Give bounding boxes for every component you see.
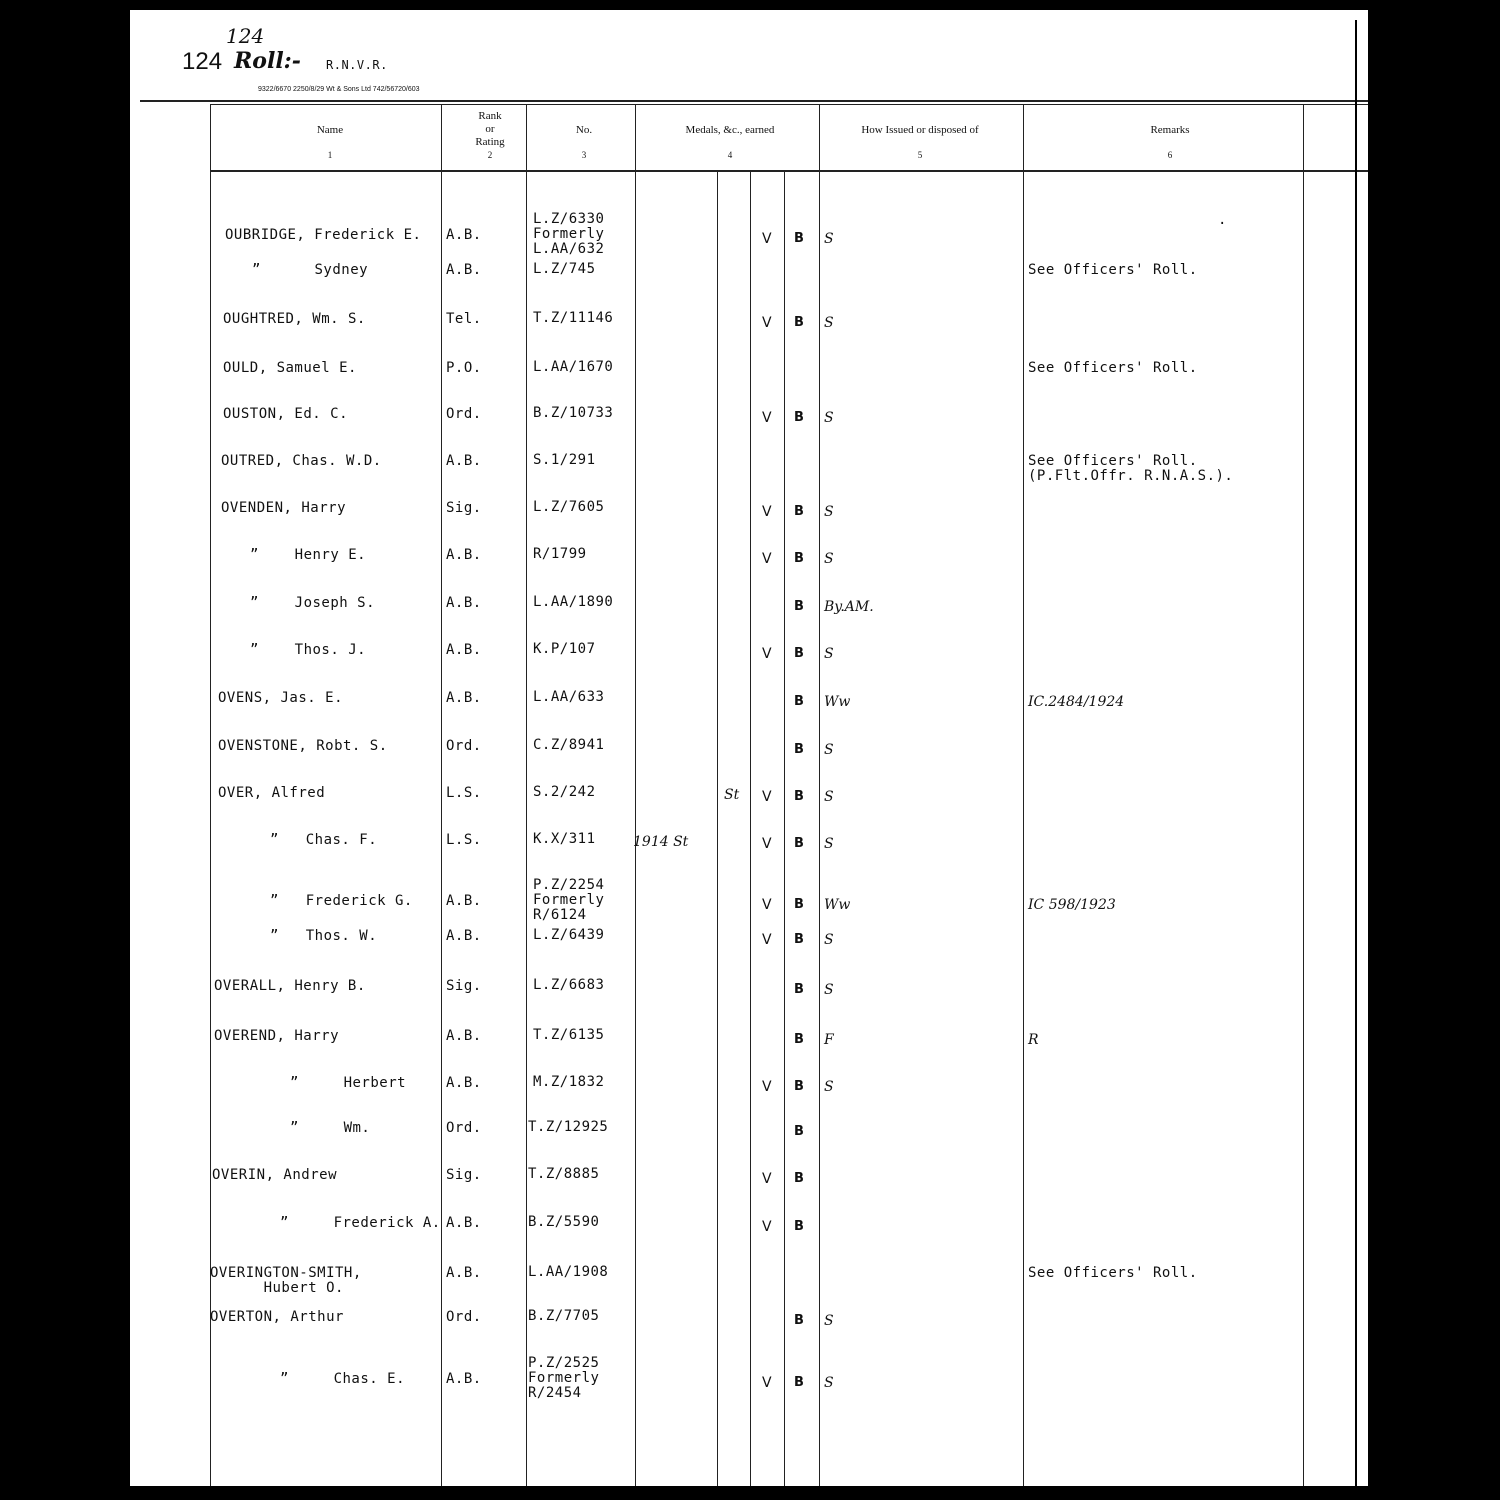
row-rank: Ord. bbox=[446, 1120, 482, 1136]
row-rank: A.B. bbox=[446, 690, 482, 706]
row-number: T.Z/6135 bbox=[533, 1027, 605, 1043]
row-rank: Sig. bbox=[446, 978, 482, 994]
row-number: Formerly bbox=[533, 892, 605, 908]
row-number: S.2/242 bbox=[533, 784, 596, 800]
row-british-medal: B bbox=[794, 742, 804, 757]
row-name: OUBRIDGE, Frederick E. bbox=[225, 227, 422, 243]
row-rank: L.S. bbox=[446, 785, 482, 801]
col-header-name: Name bbox=[316, 124, 344, 136]
col-header-rank-1: Rank bbox=[478, 110, 502, 122]
row-name: ” Henry E. bbox=[250, 547, 367, 563]
row-rank: A.B. bbox=[446, 453, 482, 469]
col-header-medals: Medals, &c., earned bbox=[685, 124, 775, 136]
row-number: Formerly bbox=[533, 226, 605, 242]
row-name: OVERINGTON-SMITH, bbox=[210, 1265, 362, 1281]
row-name: OVENS, Jas. E. bbox=[218, 690, 344, 706]
page-number-stamp: 124 bbox=[226, 24, 265, 48]
col-header-no-num: 3 bbox=[581, 150, 587, 160]
row-name: OUGHTRED, Wm. S. bbox=[223, 311, 366, 327]
row-british-medal: B bbox=[794, 1079, 804, 1094]
row-british-medal: B bbox=[794, 599, 804, 614]
row-british-medal: B bbox=[794, 932, 804, 947]
row-number: L.Z/6330 bbox=[533, 211, 605, 227]
col-header-rank-num: 2 bbox=[487, 150, 493, 160]
row-british-medal: B bbox=[794, 1375, 804, 1390]
header-rule-bottom bbox=[210, 170, 1368, 172]
row-remark: R bbox=[1028, 1032, 1039, 1048]
row-rank: A.B. bbox=[446, 1215, 482, 1231]
row-issued: By.AM. bbox=[824, 599, 874, 615]
row-number: L.AA/1890 bbox=[533, 594, 614, 610]
row-number: K.P/107 bbox=[533, 641, 596, 657]
row-victory-tick: V bbox=[762, 1219, 772, 1235]
row-british-medal: B bbox=[794, 646, 804, 661]
row-victory-tick: V bbox=[762, 504, 772, 520]
row-issued: S bbox=[824, 504, 834, 520]
row-number: L.AA/633 bbox=[533, 689, 605, 705]
header-rule-2 bbox=[210, 104, 1368, 105]
row-issued: S bbox=[824, 836, 834, 852]
col-header-rank-2: or bbox=[485, 123, 495, 135]
col-header-remarks: Remarks bbox=[1150, 124, 1190, 136]
row-issued: S bbox=[824, 551, 834, 567]
row-name: OUTRED, Chas. W.D. bbox=[221, 453, 382, 469]
row-number: B.Z/10733 bbox=[533, 405, 614, 421]
row-name: ” Herbert bbox=[290, 1075, 407, 1091]
row-number: L.Z/6439 bbox=[533, 927, 605, 943]
row-number: L.AA/1670 bbox=[533, 359, 614, 375]
row-name: OULD, Samuel E. bbox=[223, 360, 357, 376]
row-star-medal: St bbox=[724, 787, 740, 803]
row-number: Formerly bbox=[528, 1370, 600, 1386]
row-british-medal: B bbox=[794, 897, 804, 912]
row-number: L.AA/1908 bbox=[528, 1264, 609, 1280]
row-number: L.Z/6683 bbox=[533, 977, 605, 993]
printer-imprint: 9322/6670 2250/8/29 Wt & Sons Ltd 742/56720/603 bbox=[258, 86, 420, 93]
row-victory-tick: V bbox=[762, 1079, 772, 1095]
row-name: ” Thos. W. bbox=[270, 928, 378, 944]
row-name: OVEREND, Harry bbox=[214, 1028, 340, 1044]
row-rank: Tel. bbox=[446, 311, 482, 327]
row-number: L.Z/745 bbox=[533, 261, 596, 277]
rule-name-rank bbox=[441, 104, 442, 1486]
rule-medals-3 bbox=[784, 172, 785, 1486]
row-rank: A.B. bbox=[446, 1371, 482, 1387]
row-name: OVERTON, Arthur bbox=[210, 1309, 344, 1325]
row-name: OVENSTONE, Robt. S. bbox=[218, 738, 388, 754]
row-victory-tick: V bbox=[762, 1375, 772, 1391]
row-remark: IC 598/1923 bbox=[1028, 897, 1116, 913]
row-rank: P.O. bbox=[446, 360, 482, 376]
row-remark: (P.Flt.Offr. R.N.A.S.). bbox=[1028, 468, 1234, 484]
row-name: OUSTON, Ed. C. bbox=[223, 406, 349, 422]
row-victory-tick: V bbox=[762, 789, 772, 805]
row-number: K.X/311 bbox=[533, 831, 596, 847]
row-rank: A.B. bbox=[446, 893, 482, 909]
row-number: R/1799 bbox=[533, 546, 587, 562]
rule-no-medals bbox=[635, 104, 636, 1486]
row-rank: L.S. bbox=[446, 832, 482, 848]
rule-medals-1 bbox=[717, 172, 718, 1486]
rule-rank-no bbox=[526, 104, 527, 1486]
row-issued: S bbox=[824, 1313, 834, 1329]
row-british-medal: B bbox=[794, 1313, 804, 1328]
row-victory-tick: V bbox=[762, 897, 772, 913]
row-victory-tick: V bbox=[762, 410, 772, 426]
row-name: ” Thos. J. bbox=[250, 642, 367, 658]
row-british-medal: B bbox=[794, 551, 804, 566]
row-name: ” Frederick A. bbox=[280, 1215, 441, 1231]
row-name: ” Frederick G. bbox=[270, 893, 413, 909]
row-remark: See Officers' Roll. bbox=[1028, 360, 1198, 376]
row-remark: IC.2484/1924 bbox=[1028, 694, 1125, 710]
row-british-medal: B bbox=[794, 789, 804, 804]
row-rank: A.B. bbox=[446, 1265, 482, 1281]
row-rank: Sig. bbox=[446, 500, 482, 516]
row-british-medal: B bbox=[794, 1032, 804, 1047]
binding-edge bbox=[1355, 20, 1357, 1486]
col-header-rank-3: Rating bbox=[475, 136, 505, 148]
row-issued: S bbox=[824, 315, 834, 331]
row-victory-tick: V bbox=[762, 646, 772, 662]
header-rule-top bbox=[140, 100, 1368, 102]
rule-right bbox=[1303, 104, 1304, 1486]
row-number: R/6124 bbox=[533, 907, 587, 923]
row-rank: A.B. bbox=[446, 547, 482, 563]
row-british-medal: B bbox=[794, 1219, 804, 1234]
row-british-medal: B bbox=[794, 315, 804, 330]
row-number: S.1/291 bbox=[533, 452, 596, 468]
row-victory-tick: V bbox=[762, 932, 772, 948]
rule-medals-issued bbox=[819, 104, 820, 1486]
row-british-medal: B bbox=[794, 504, 804, 519]
row-issued: S bbox=[824, 646, 834, 662]
row-number: T.Z/11146 bbox=[533, 310, 614, 326]
row-victory-tick: V bbox=[762, 551, 772, 567]
row-rank: A.B. bbox=[446, 642, 482, 658]
row-remark: See Officers' Roll. bbox=[1028, 1265, 1198, 1281]
row-number: P.Z/2525 bbox=[528, 1355, 600, 1371]
row-british-medal: B bbox=[794, 982, 804, 997]
row-british-medal: B bbox=[794, 410, 804, 425]
row-issued: S bbox=[824, 982, 834, 998]
row-rank: Sig. bbox=[446, 1167, 482, 1183]
row-victory-tick: V bbox=[762, 315, 772, 331]
row-number: L.Z/7605 bbox=[533, 499, 605, 515]
rule-issued-remarks bbox=[1023, 104, 1024, 1486]
row-name: ” Wm. bbox=[290, 1120, 371, 1136]
row-rank: Ord. bbox=[446, 406, 482, 422]
row-rank: Ord. bbox=[446, 738, 482, 754]
col-header-medals-num: 4 bbox=[727, 150, 733, 160]
row-british-medal: B bbox=[794, 1124, 804, 1139]
row-issued: S bbox=[824, 410, 834, 426]
row-name: ” Sydney bbox=[252, 262, 369, 278]
row-name: OVER, Alfred bbox=[218, 785, 326, 801]
row-issued: S bbox=[824, 1079, 834, 1095]
row-remark: . bbox=[1218, 212, 1227, 228]
row-british-medal: B bbox=[794, 836, 804, 851]
row-rank: A.B. bbox=[446, 1028, 482, 1044]
row-issued: S bbox=[824, 1375, 834, 1391]
row-british-medal: B bbox=[794, 231, 804, 246]
col-header-issued: How Issued or disposed of bbox=[861, 124, 979, 136]
row-issued: S bbox=[824, 742, 834, 758]
row-number: T.Z/8885 bbox=[528, 1166, 600, 1182]
row-name: OVERIN, Andrew bbox=[212, 1167, 338, 1183]
row-remark: See Officers' Roll. bbox=[1028, 453, 1198, 469]
row-number: C.Z/8941 bbox=[533, 737, 605, 753]
row-issued: Ww bbox=[824, 694, 851, 710]
row-name: OVENDEN, Harry bbox=[221, 500, 347, 516]
row-british-medal: B bbox=[794, 1171, 804, 1186]
row-name: Hubert O. bbox=[210, 1280, 344, 1296]
row-number: B.Z/5590 bbox=[528, 1214, 600, 1230]
row-number: R/2454 bbox=[528, 1385, 582, 1401]
row-name: ” Chas. E. bbox=[280, 1371, 406, 1387]
row-rank: A.B. bbox=[446, 262, 482, 278]
row-star-medal: 1914 St bbox=[633, 834, 689, 850]
row-remark: See Officers' Roll. bbox=[1028, 262, 1198, 278]
row-number: B.Z/7705 bbox=[528, 1308, 600, 1324]
row-rank: A.B. bbox=[446, 1075, 482, 1091]
row-victory-tick: V bbox=[762, 231, 772, 247]
rule-medals-2 bbox=[750, 172, 751, 1486]
row-victory-tick: V bbox=[762, 1171, 772, 1187]
col-header-name-num: 1 bbox=[327, 150, 333, 160]
row-issued: S bbox=[824, 932, 834, 948]
col-header-issued-num: 5 bbox=[917, 150, 923, 160]
roll-page bbox=[130, 10, 1368, 1486]
page-number: 124 bbox=[182, 48, 223, 75]
row-issued: S bbox=[824, 231, 834, 247]
row-rank: Ord. bbox=[446, 1309, 482, 1325]
row-number: T.Z/12925 bbox=[528, 1119, 609, 1135]
row-victory-tick: V bbox=[762, 836, 772, 852]
row-name: ” Joseph S. bbox=[250, 595, 376, 611]
row-issued: F bbox=[824, 1032, 834, 1048]
row-rank: A.B. bbox=[446, 928, 482, 944]
row-name: ” Chas. F. bbox=[270, 832, 378, 848]
row-number: P.Z/2254 bbox=[533, 877, 605, 893]
row-issued: S bbox=[824, 789, 834, 805]
col-header-remarks-num: 6 bbox=[1167, 150, 1173, 160]
row-name: OVERALL, Henry B. bbox=[214, 978, 366, 994]
roll-label: Roll:- bbox=[234, 48, 301, 74]
row-issued: Ww bbox=[824, 897, 851, 913]
row-british-medal: B bbox=[794, 694, 804, 709]
row-number: L.AA/632 bbox=[533, 241, 605, 257]
roll-title: R.N.V.R. bbox=[326, 58, 388, 72]
col-header-no: No. bbox=[575, 124, 593, 136]
row-number: M.Z/1832 bbox=[533, 1074, 605, 1090]
row-rank: A.B. bbox=[446, 227, 482, 243]
row-rank: A.B. bbox=[446, 595, 482, 611]
